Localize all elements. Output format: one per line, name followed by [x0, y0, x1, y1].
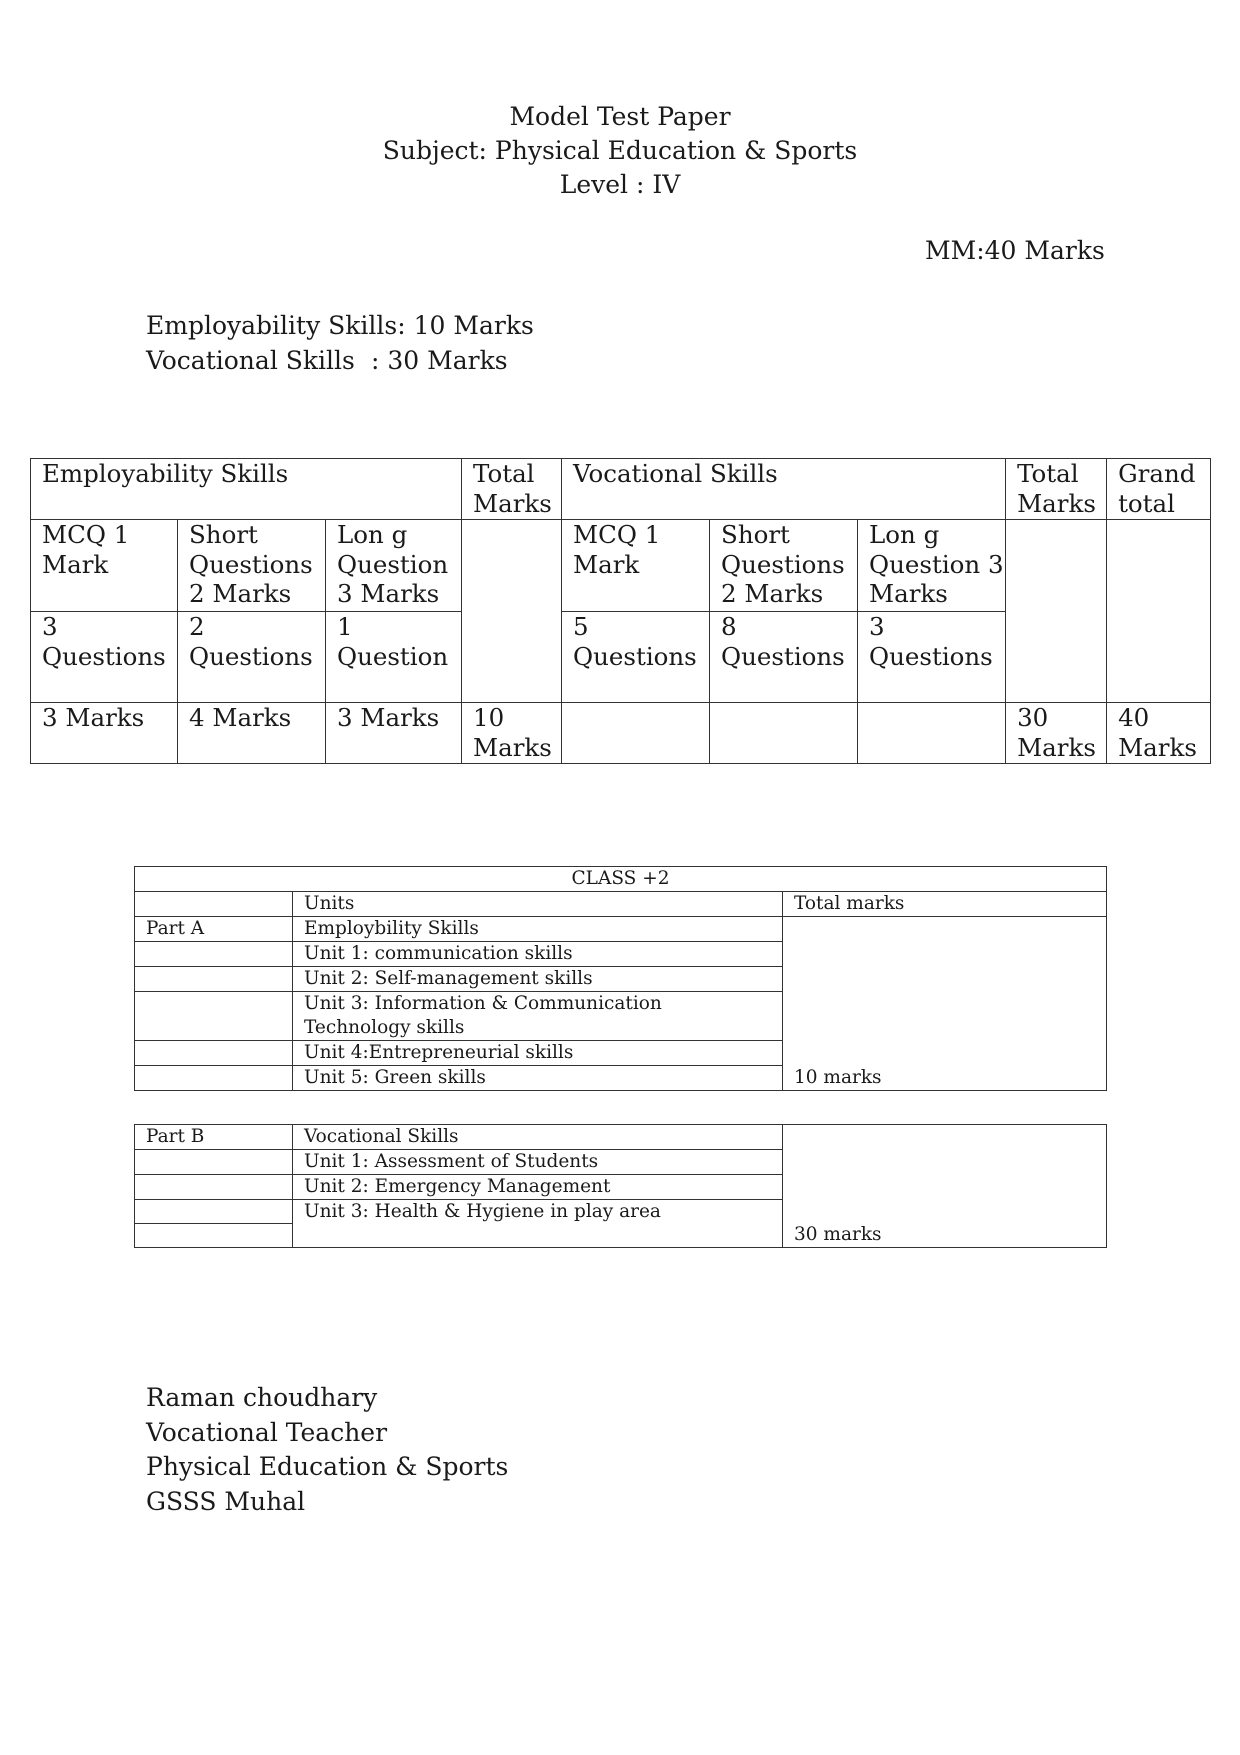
part-b-unit: Unit 3: Health & Hygiene in play area [293, 1200, 783, 1248]
vocational-summary-label: Vocational Skills [146, 346, 355, 375]
voc-long-marks [858, 703, 1006, 764]
part-a-unit: Unit 3: Information & Communication Technology skills [293, 992, 783, 1041]
emp-long-marks: 3 Marks [326, 703, 462, 764]
voc-mcq-marks [562, 703, 710, 764]
part-b-unit: Unit 2: Emergency Management [293, 1175, 783, 1200]
employability-summary-label: Employability Skills: [146, 311, 406, 340]
class-part-a-table [134, 866, 1107, 1091]
part-a-label: Part A [135, 917, 293, 942]
voc-short-type: Short Questions 2 Marks [710, 520, 858, 612]
part-cell-blank [135, 1200, 293, 1224]
part-a-unit: Unit 1: communication skills [293, 942, 783, 967]
emp-long-count: 1 Question [326, 612, 462, 703]
total-marks-col-header: Total marks [783, 892, 1107, 917]
signature-block [146, 1381, 508, 1519]
voc-mcq-count: 5 Questions [562, 612, 710, 703]
skills-summary [146, 308, 534, 378]
part-column-blank [135, 892, 293, 917]
voc-short-marks [710, 703, 858, 764]
part-a-unit: Unit 4:Entrepreneurial skills [293, 1041, 783, 1066]
school-name: GSSS Muhal [146, 1486, 306, 1516]
part-cell-blank [135, 1041, 293, 1066]
marks-row [31, 703, 1211, 764]
class-part-b-table [134, 1124, 1107, 1248]
total-marks-header-2: Total Marks [1006, 459, 1107, 520]
part-cell-blank [135, 942, 293, 967]
grand-total-marks: 40 Marks [1107, 703, 1211, 764]
part-b-marks: 30 marks [783, 1125, 1107, 1248]
voc-total-marks: 30 Marks [1006, 703, 1107, 764]
level-line: Level : IV [559, 170, 681, 199]
emp-mcq-marks: 3 Marks [31, 703, 178, 764]
part-cell-blank [135, 1066, 293, 1091]
part-a-unit: Employbility Skills [293, 917, 783, 942]
emp-short-type: Short Questions 2 Marks [178, 520, 326, 612]
class-title: CLASS +2 [135, 867, 1107, 892]
employability-summary-value: 10 Marks [413, 311, 534, 340]
total-marks-header: Total Marks [462, 459, 562, 520]
vocational-summary [146, 343, 534, 378]
table-row [135, 917, 1107, 942]
voc-long-count: 3 Questions [858, 612, 1006, 703]
emp-mcq-type: MCQ 1 Mark [31, 520, 178, 612]
part-cell-blank [135, 1150, 293, 1175]
teacher-designation: Vocational Teacher [146, 1417, 388, 1447]
part-a-unit: Unit 2: Self-management skills [293, 967, 783, 992]
units-header: Units [293, 892, 783, 917]
emp-short-count: 2 Questions [178, 612, 326, 703]
blueprint-table [30, 458, 1211, 764]
grand-total-header: Grand total [1107, 459, 1211, 520]
voc-long-type: Lon g Question 3 Marks [858, 520, 1006, 612]
emp-mcq-count: 3 Questions [31, 612, 178, 703]
teacher-name: Raman choudhary [146, 1383, 378, 1412]
part-b-label: Part B [135, 1125, 293, 1150]
emp-long-type: Lon g Question 3 Marks [326, 520, 462, 612]
class-title-row [135, 867, 1107, 892]
emp-total-blank [462, 520, 562, 703]
document-title: Model Test Paper [509, 102, 731, 131]
vocational-header: Vocational Skills [562, 459, 1006, 520]
blueprint-header-row [31, 459, 1211, 520]
voc-total-blank [1006, 520, 1107, 703]
voc-mcq-type: MCQ 1 Mark [562, 520, 710, 612]
document-header [0, 100, 1240, 202]
part-cell-blank [135, 992, 293, 1041]
vocational-summary-value: : 30 Marks [371, 346, 508, 375]
voc-short-count: 8 Questions [710, 612, 858, 703]
grand-total-blank [1107, 520, 1211, 703]
part-a-unit: Unit 5: Green skills [293, 1066, 783, 1091]
part-b-unit: Unit 1: Assessment of Students [293, 1150, 783, 1175]
subject-line: Subject: Physical Education & Sports [382, 136, 858, 165]
units-header-row [135, 892, 1107, 917]
question-type-row [31, 520, 1211, 612]
part-cell-blank [135, 1175, 293, 1200]
part-cell-blank [135, 967, 293, 992]
max-marks: MM:40 Marks [925, 236, 1105, 265]
teacher-department: Physical Education & Sports [146, 1452, 509, 1481]
part-cell-blank [135, 1224, 293, 1248]
part-a-marks: 10 marks [783, 917, 1107, 1091]
part-b-unit: Vocational Skills [293, 1125, 783, 1150]
emp-total-marks: 10 Marks [462, 703, 562, 764]
employability-header: Employability Skills [31, 459, 462, 520]
employability-summary [146, 308, 534, 343]
table-row [135, 1125, 1107, 1150]
emp-short-marks: 4 Marks [178, 703, 326, 764]
